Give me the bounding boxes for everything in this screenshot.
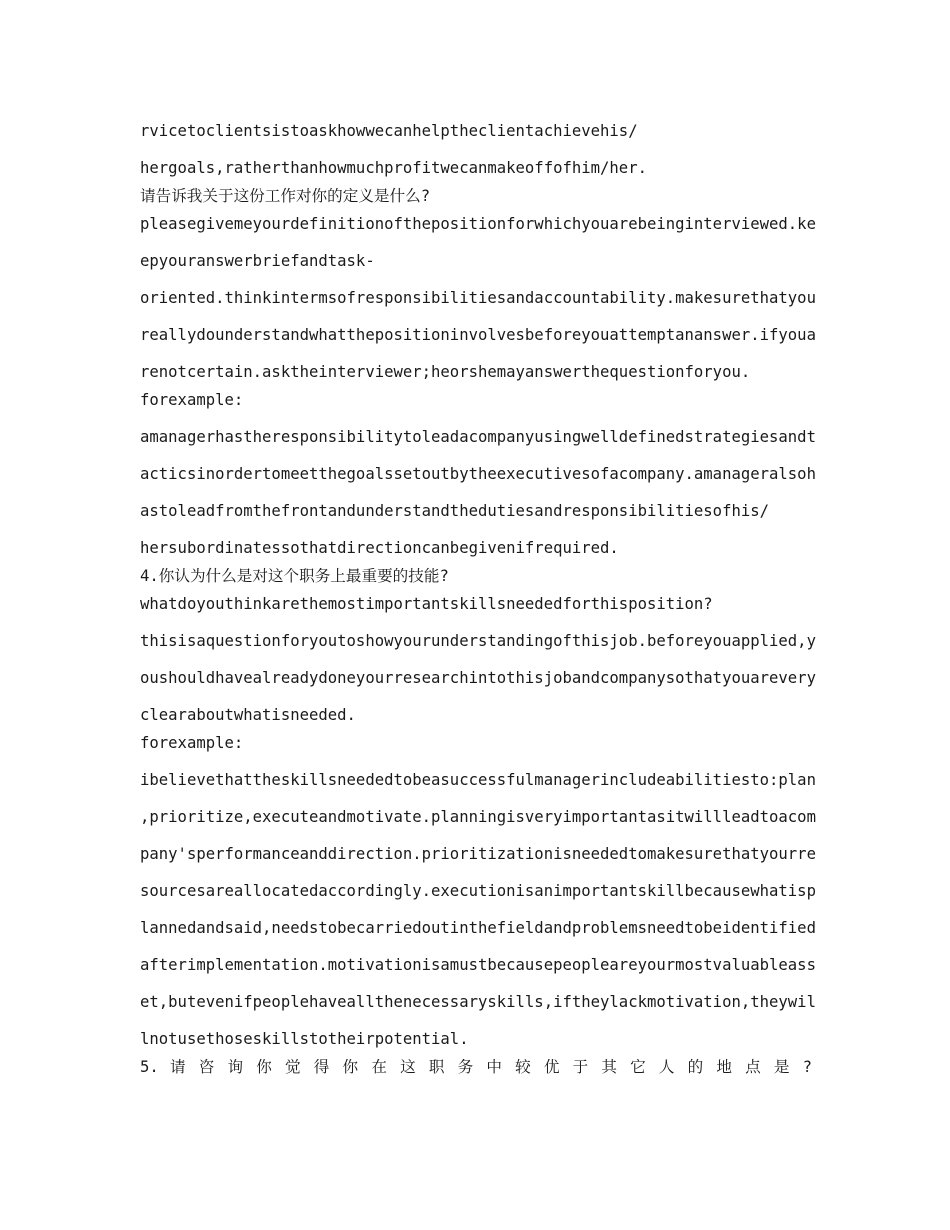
text-line: ibelievethattheskillsneededtobeasuccessfulmanagerincludeabilitiesto:plan [140, 771, 816, 789]
question-heading: 5. 请 咨 询 你 觉 得 你 在 这 职 务 中 较 优 于 其 它 人 的 地 点 是 ? [140, 1058, 812, 1076]
text-line: whatdoyouthinkarethemostimportantskillsneededforthisposition? [140, 595, 713, 613]
text-line: hersubordinatessothatdirectioncanbegivenifrequired. [140, 539, 619, 557]
text-line: acticsinordertomeetthegoalssetoutbytheexecutivesofacompany.amanageralsoh [140, 465, 816, 483]
text-line: sourcesareallocatedaccordingly.executionisanimportantskillbecausewhatisp [140, 882, 816, 900]
text-line: epyouranswerbriefandtask- [140, 252, 375, 270]
text-line: thisisaquestionforyoutoshowyourunderstandingofthisjob.beforeyouapplied,y [140, 632, 816, 650]
text-line: lannedandsaid,needstobecarriedoutinthefieldandproblemsneedtobeidentified [140, 919, 816, 937]
text-line: clearaboutwhatisneeded. [140, 706, 356, 724]
text-line: pleasegivemeyourdefinitionofthepositionforwhichyouarebeinginterviewed.ke [140, 215, 816, 233]
text-line: ,prioritize,executeandmotivate.planningisveryimportantasitwillleadtoacom [140, 808, 816, 826]
text-line: amanagerhastheresponsibilitytoleadacompanyusingwelldefinedstrategiesandt [140, 428, 816, 446]
text-line: hergoals,ratherthanhowmuchprofitwecanmakeoffofhim/her. [140, 159, 647, 177]
text-line: lnotusethoseskillstotheirpotential. [140, 1030, 469, 1048]
question-heading: 4.你认为什么是对这个职务上最重要的技能? [140, 567, 449, 585]
text-line: afterimplementation.motivationisamustbecausepeopleareyourmostvaluableass [140, 956, 816, 974]
text-line: pany'sperformanceanddirection.prioritizationisneededtomakesurethatyourre [140, 845, 816, 863]
text-line: astoleadfromthefrontandunderstandthedutiesandresponsibilitiesofhis/ [140, 502, 770, 520]
text-line: rvicetoclientsistoaskhowwecanhelptheclientachievehis/ [140, 122, 638, 140]
document-body [140, 116, 816, 1082]
text-line: renotcertain.asktheinterviewer;heorshemayanswerthequestionforyou. [140, 363, 751, 381]
text-line: oriented.thinkintermsofresponsibilitiesandaccountability.makesurethatyou [140, 289, 816, 307]
example-label: forexample: [140, 734, 244, 752]
text-line: et,butevenifpeoplehaveallthenecessaryskills,iftheylackmotivation,theywil [140, 993, 816, 1011]
question-heading: 请告诉我关于这份工作对你的定义是什么? [140, 187, 431, 205]
text-line: oushouldhavealreadydoneyourresearchintothisjobandcompanysothatyouarevery [140, 669, 816, 687]
text-line: reallydounderstandwhatthepositioninvolvesbeforeyouattemptananswer.ifyoua [140, 326, 816, 344]
example-label: forexample: [140, 391, 244, 409]
